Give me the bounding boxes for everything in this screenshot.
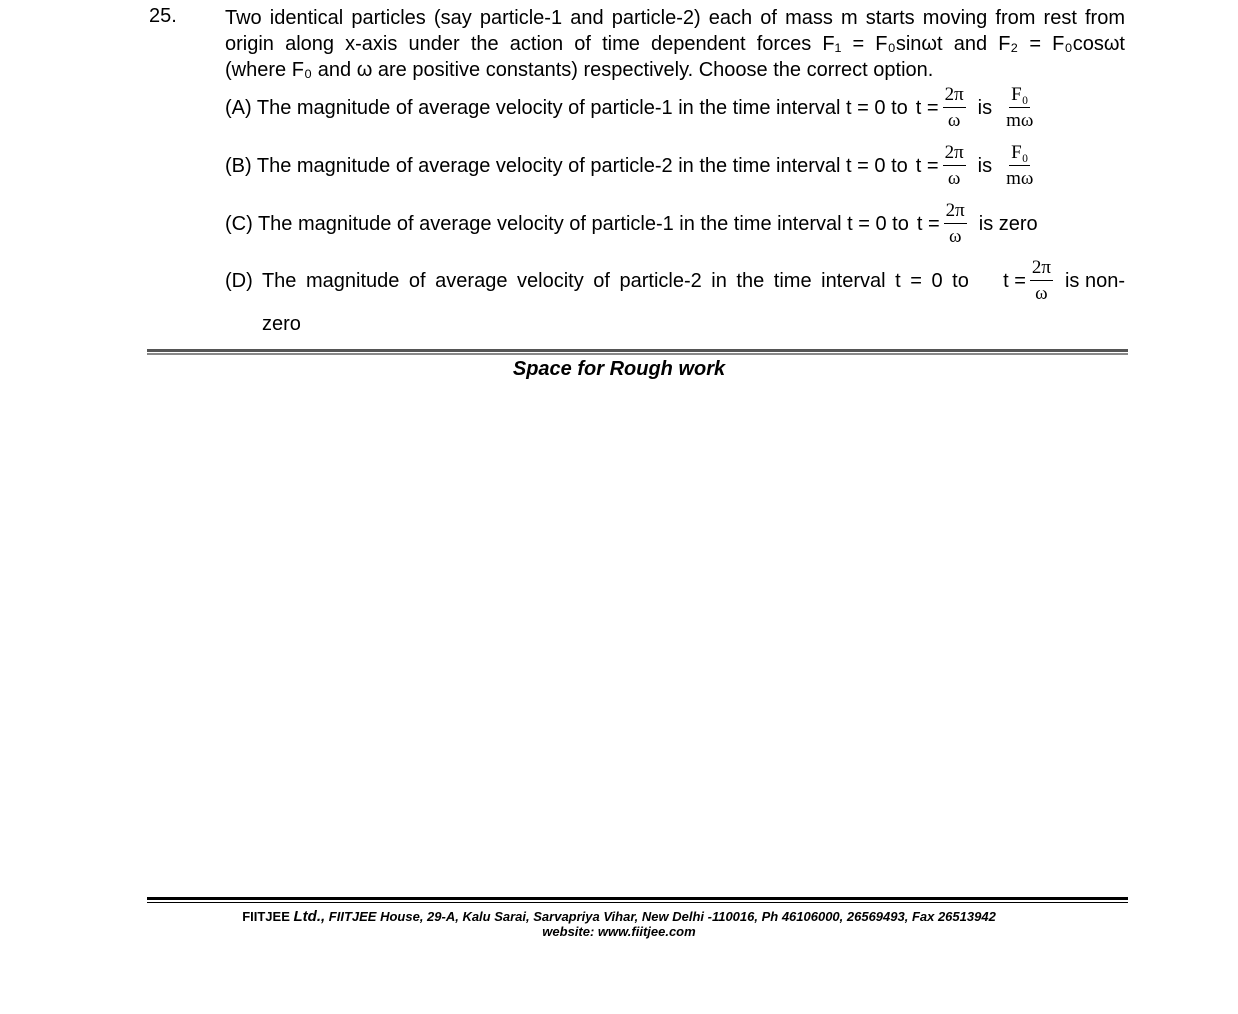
- question-line-2: origin along x-axis under the action of time dependent forces F₁ = F₀sinωt and F₂ = F₀cosωt: [225, 33, 1125, 55]
- option-d-text: (D) The magnitude of average velocity of particle-2 in the time interval t = 0 to: [225, 269, 969, 292]
- option-b-result-fraction: [1004, 142, 1035, 190]
- fraction-numerator: 2π: [944, 200, 967, 224]
- fraction-numerator: F₀: [1009, 142, 1030, 166]
- option-b-is: is: [977, 154, 993, 177]
- option-d: [225, 257, 1125, 305]
- fraction-numerator: 2π: [943, 84, 966, 108]
- fraction-denominator: ω: [947, 168, 961, 189]
- option-a: [225, 84, 1039, 132]
- fraction-numerator: 2π: [1030, 257, 1053, 281]
- footer-brand: FIITJEE: [242, 909, 290, 924]
- fraction-denominator: ω: [1035, 283, 1048, 304]
- fraction-denominator: ω: [947, 110, 961, 131]
- option-c-suffix: is zero: [978, 212, 1038, 235]
- option-b-t-equals: t =: [915, 154, 939, 177]
- option-c: [225, 200, 1038, 248]
- footer-address: FIITJEE House, 29-A, Kalu Sarai, Sarvapriya Vihar, New Delhi -110016, Ph 46106000, 26569493, Fax 26513942: [328, 909, 996, 924]
- section-divider-thick: [147, 349, 1128, 352]
- fraction-denominator: ω: [948, 226, 962, 247]
- footer-rule-thin: [147, 902, 1128, 903]
- option-d-t-equals: t =: [1003, 269, 1026, 292]
- fraction-denominator: mω: [1006, 110, 1034, 131]
- footer-ltd: Ltd.,: [293, 908, 326, 925]
- option-c-t-equals: t =: [916, 212, 940, 235]
- option-a-text: (A) The magnitude of average velocity of particle-1 in the time interval t = 0 to: [225, 96, 908, 119]
- option-c-text: (C) The magnitude of average velocity of particle-1 in the time interval t = 0 to: [225, 212, 909, 235]
- option-c-time-fraction: [944, 200, 967, 248]
- option-a-time-fraction: [943, 84, 966, 132]
- question-number: 25.: [149, 5, 177, 27]
- option-a-t-equals: t =: [915, 96, 939, 119]
- question-stem: [225, 5, 1125, 83]
- fraction-numerator: 2π: [943, 142, 966, 166]
- rough-work-heading: Space for Rough work: [512, 358, 726, 380]
- option-d-suffix: is non-: [1064, 269, 1125, 292]
- option-a-is: is: [977, 96, 993, 119]
- section-divider-thin: [147, 353, 1128, 355]
- option-b-text: (B) The magnitude of average velocity of particle-2 in the time interval t = 0 to: [225, 154, 908, 177]
- footer-address-line: [0, 908, 1238, 925]
- footer-rule-thick: [147, 897, 1128, 900]
- fraction-numerator: F₀: [1009, 84, 1030, 108]
- fraction-denominator: mω: [1006, 168, 1034, 189]
- option-a-result-fraction: [1004, 84, 1035, 132]
- option-d-time-fraction: [1030, 257, 1053, 305]
- option-b: [225, 142, 1039, 190]
- option-d-continuation: zero: [262, 313, 301, 335]
- footer-website: website: www.fiitjee.com: [542, 924, 696, 939]
- question-line-1: Two identical particles (say particle-1 and particle-2) each of mass m starts moving from rest from: [225, 7, 1125, 29]
- question-line-3: (where F₀ and ω are positive constants) respectively. Choose the correct option.: [225, 59, 934, 81]
- option-b-time-fraction: [943, 142, 966, 190]
